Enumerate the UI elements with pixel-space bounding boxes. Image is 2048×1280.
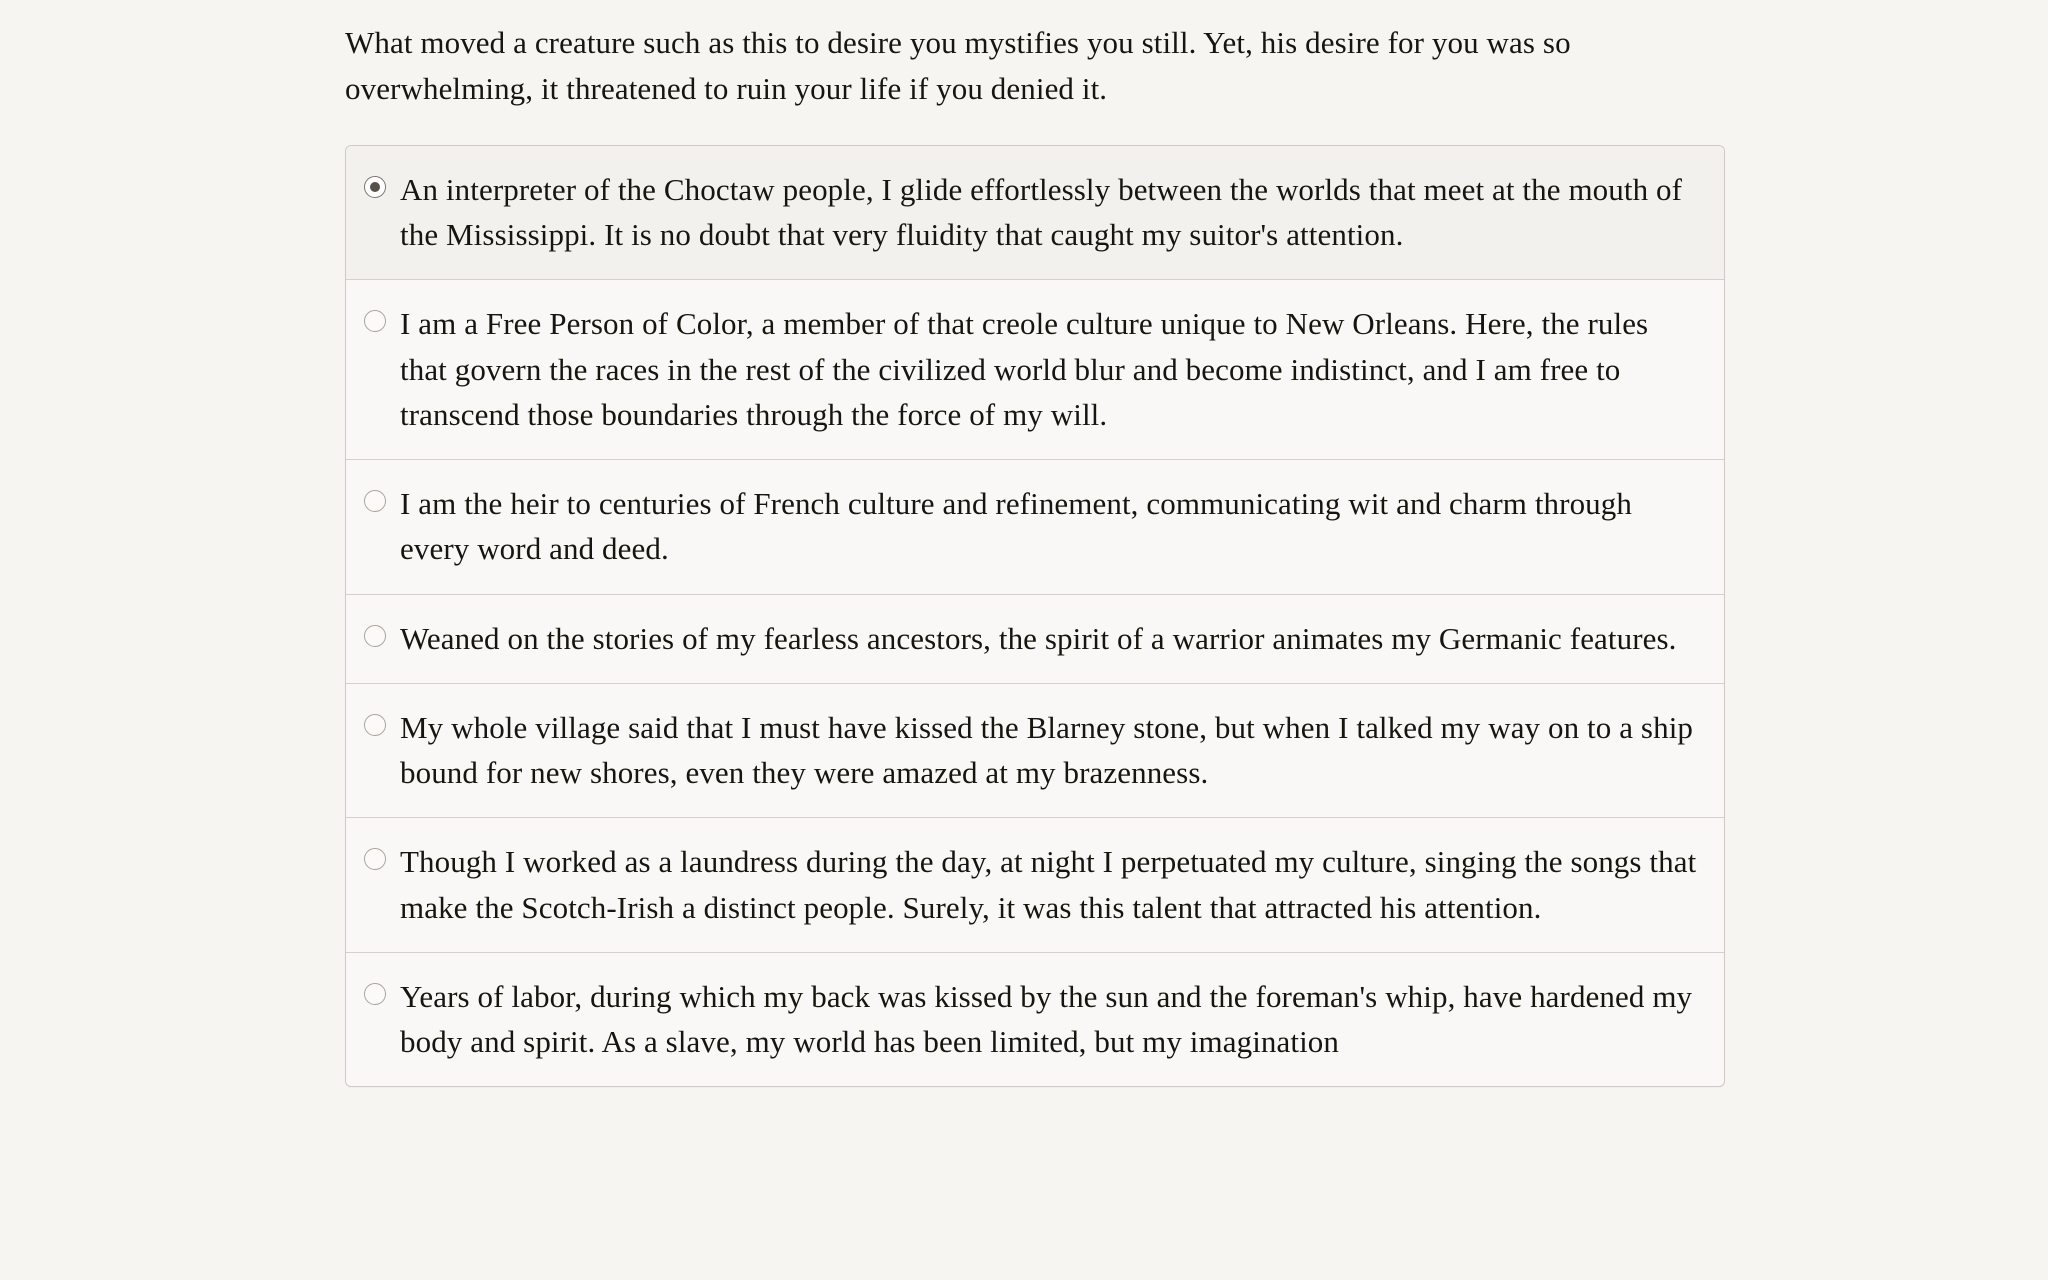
choice-option-2[interactable]	[346, 280, 1724, 460]
choice-option-3[interactable]	[346, 460, 1724, 595]
choice-label-7: Years of labor, during which my back was kissed by the sun and the foreman's whip, have hardened my body and spirit. As a slave, my world has been limited, but my imagination	[400, 978, 1693, 1059]
radio-button-icon-4[interactable]	[364, 625, 386, 647]
choice-option-5[interactable]	[346, 684, 1724, 819]
choice-option-7[interactable]	[346, 953, 1724, 1087]
radio-button-icon-6[interactable]	[364, 848, 386, 870]
radio-button-icon-2[interactable]	[364, 310, 386, 332]
intro-paragraph: What moved a creature such as this to desire you mystifies you still. Yet, his desire for you was so overwhelming, it threatened to ruin your life if you denied it.	[345, 25, 1571, 106]
choice-label-2: I am a Free Person of Color, a member of that creole culture unique to New Orleans. Here, the rules that govern the races in the rest of the civilized world blur and become indistinct, and I am free to transcend those boundaries through the force of my will.	[400, 306, 1649, 432]
choice-label-4: Weaned on the stories of my fearless ancestors, the spirit of a warrior animates my Germanic features.	[400, 620, 1677, 656]
radio-button-icon-7[interactable]	[364, 983, 386, 1005]
choice-option-4[interactable]	[346, 595, 1724, 684]
radio-button-icon-5[interactable]	[364, 714, 386, 736]
choice-label-1: An interpreter of the Choctaw people, I glide effortlessly between the worlds that meet at the mouth of the Mississippi. It is no doubt that very fluidity that caught my suitor's attention.	[400, 171, 1683, 252]
choice-label-3: I am the heir to centuries of French culture and refinement, communicating wit and charm through every word and deed.	[400, 486, 1632, 567]
choice-list	[345, 145, 1725, 1088]
content-column	[345, 0, 1725, 1087]
radio-button-icon-3[interactable]	[364, 490, 386, 512]
choice-label-6: Though I worked as a laundress during the day, at night I perpetuated my culture, singing the songs that make the Scotch-Irish a distinct people. Surely, it was this talent that attracted his attention.	[400, 844, 1697, 925]
choice-option-1[interactable]	[346, 146, 1724, 281]
radio-button-icon-1[interactable]	[364, 176, 386, 198]
choice-label-5: My whole village said that I must have kissed the Blarney stone, but when I talked my way on to a ship bound for new shores, even they were amazed at my brazenness.	[400, 709, 1694, 790]
choice-option-6[interactable]	[346, 818, 1724, 953]
